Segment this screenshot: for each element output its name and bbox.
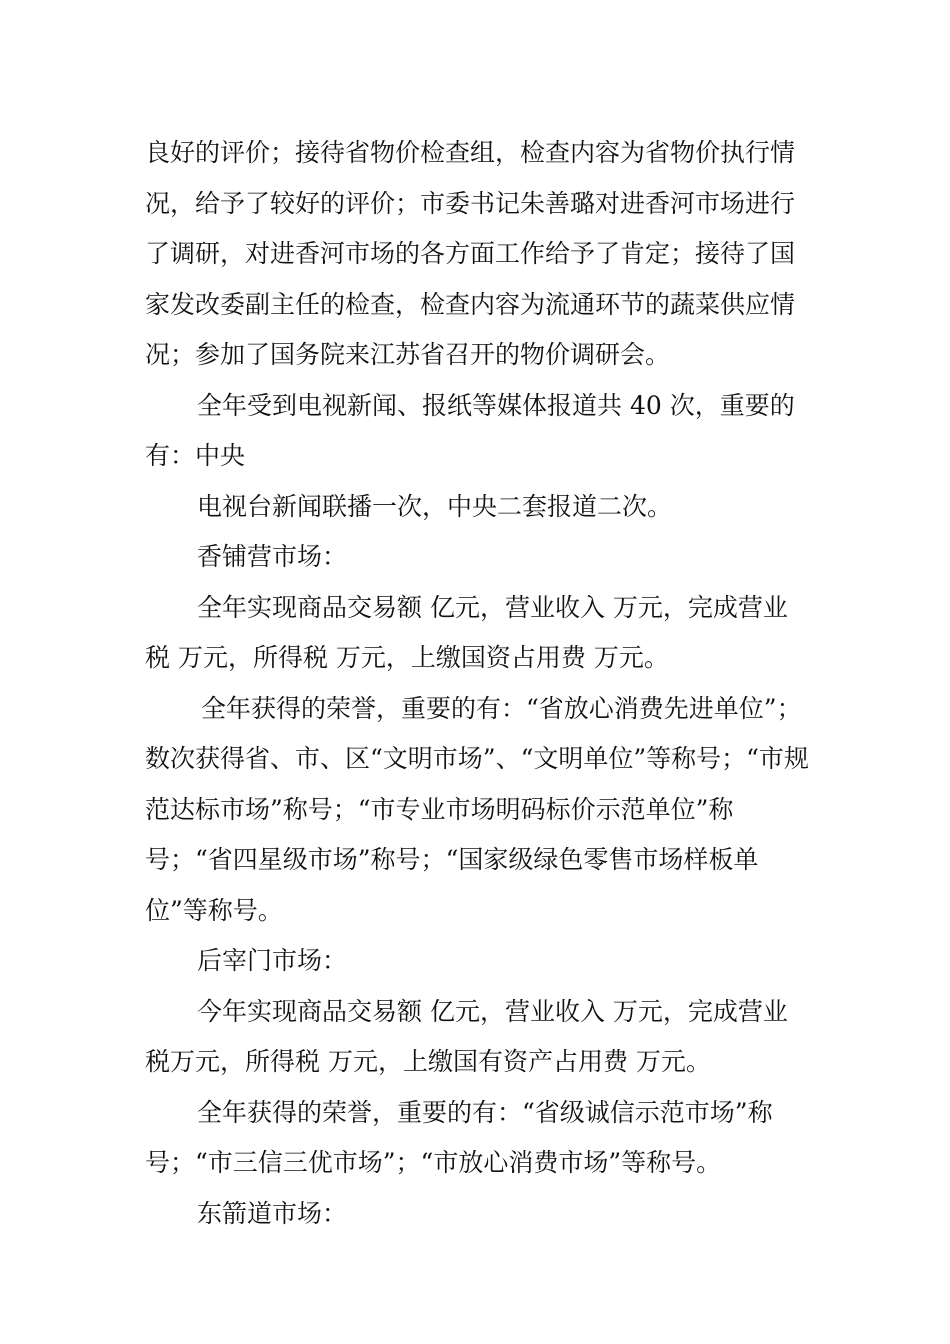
paragraph-houzaimen-honors: 全年获得的荣誉，重要的有：“省级诚信示范市场”称号；“市三信三优市场”；“市放心消费市场”等称号。 <box>145 1097 773 1177</box>
paragraph-cctv: 电视台新闻联播一次，中央二套报道二次。 <box>197 491 673 521</box>
paragraph-xiangpuying-revenue: 全年实现商品交易额 亿元，营业收入 万元，完成营业税 万元，所得税 万元，上缴国资占用费 万元。 <box>145 592 788 672</box>
section-heading-dongjiandao: 东箭道市场： <box>197 1198 348 1228</box>
paragraph-continuation: 良好的评价；接待省物价检查组，检查内容为省物价执行情况，给予了较好的评价；市委书记朱善璐对进香河市场进行了调研，对进香河市场的各方面工作给予了肯定；接待了国家发改委副主任的检查，检查内容为流通环节的蔬菜供应情况；参加了国务院来江苏省召开的物价调研会。 <box>145 138 796 369</box>
paragraph-media-reports: 全年受到电视新闻、报纸等媒体报道共 40 次，重要的有：中央 <box>145 390 795 470</box>
document-body <box>145 128 810 1239</box>
section-heading-xiangpuying: 香铺营市场： <box>197 542 348 571</box>
section-heading-houzaimen: 后宰门市场： <box>197 946 348 975</box>
paragraph-houzaimen-revenue: 今年实现商品交易额 亿元，营业收入 万元，完成营业税万元，所得税 万元，上缴国有资产占用费 万元。 <box>145 996 788 1076</box>
paragraph-xiangpuying-honors: 全年获得的荣誉，重要的有：“省放心消费先进单位”；数次获得省、市、区“文明市场”、“文明单位”等称号；“市规范达标市场”称号；“市专业市场明码标价示范单位”称号；“省四星级市场”称号；“国家级绿色零售市场样板单位”等称号。 <box>145 693 809 925</box>
